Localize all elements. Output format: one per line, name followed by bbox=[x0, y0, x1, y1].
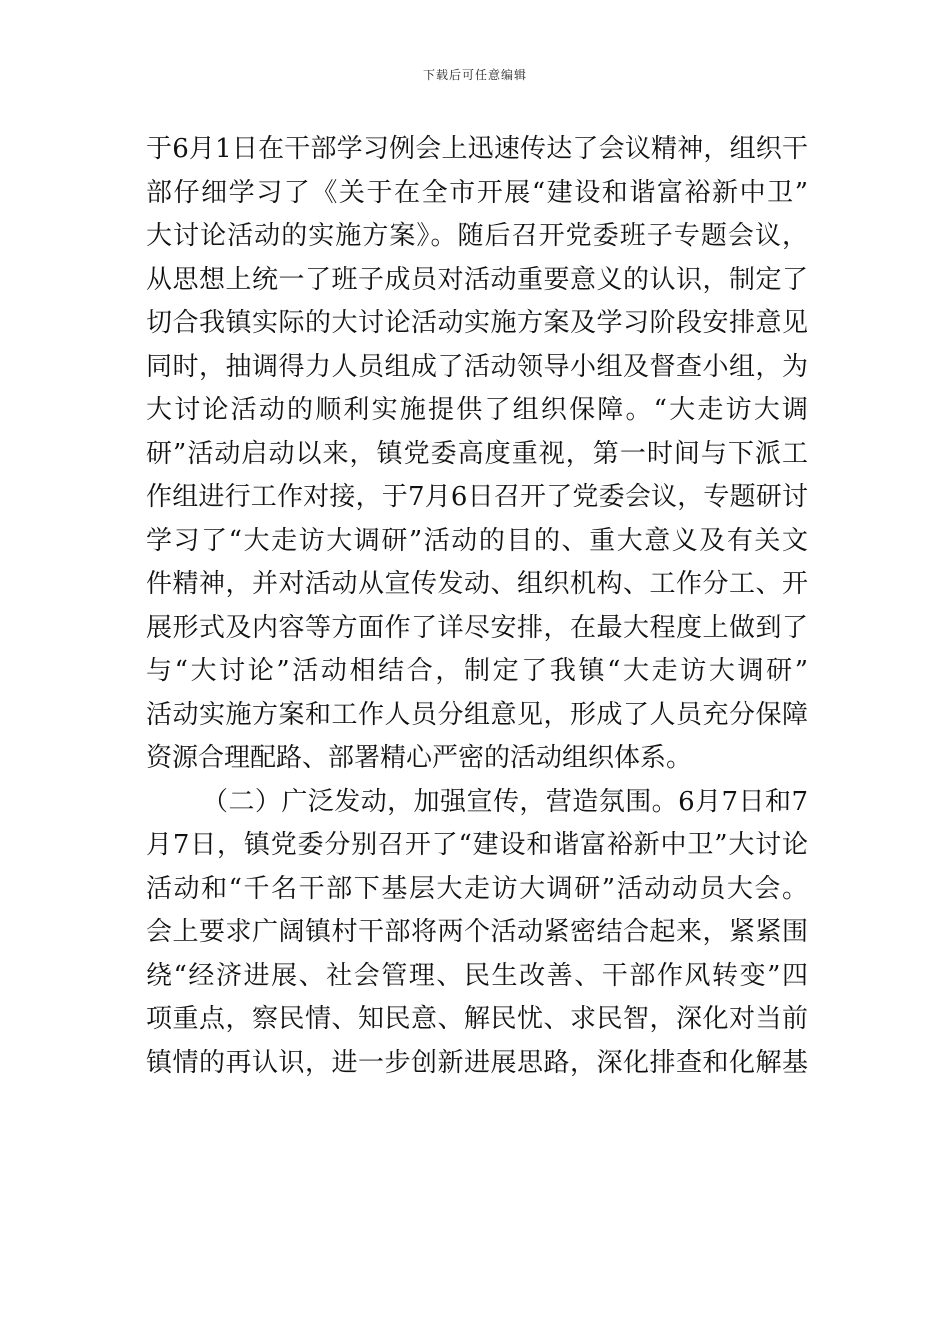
text-line: 于6月1日在干部学习例会上迅速传达了会议精神，组织干 bbox=[146, 134, 808, 164]
page-header: 下载后可任意编辑 bbox=[422, 68, 527, 82]
paragraph-end-line: 资源合理配路、部署精心严密的活动组织体系。 bbox=[146, 743, 693, 773]
text-line: 大讨论活动的顺利实施提供了组织保障。“大走访大调 bbox=[146, 395, 808, 425]
text-line: 同时，抽调得力人员组成了活动领导小组及督查小组，为 bbox=[146, 351, 808, 382]
section-heading-line: （二）广泛发动，加强宣传，营造氛围。6月7日和7 bbox=[202, 786, 808, 817]
text-line: 与“大讨论”活动相结合，制定了我镇“大走访大调研” bbox=[146, 656, 808, 686]
text-line: 作组进行工作对接，于7月6日召开了党委会议，专题研讨 bbox=[146, 482, 808, 512]
text-line: 部仔细学习了《关于在全市开展“建设和谐富裕新中卫” bbox=[146, 177, 808, 208]
text-line: 研”活动启动以来，镇党委高度重视，第一时间与下派工 bbox=[146, 438, 808, 469]
text-line: 大讨论活动的实施方案》。随后召开党委班子专题会议， bbox=[146, 221, 808, 251]
text-line: 绕“经济进展、社会管理、民生改善、干部作风转变”四 bbox=[146, 960, 808, 991]
text-line: 件精神，并对活动从宣传发动、组织机构、工作分工、开 bbox=[146, 569, 808, 599]
text-line: 项重点，察民情、知民意、解民忧、求民智，深化对当前 bbox=[146, 1004, 808, 1034]
text-line: 活动和“千名干部下基层大走访大调研”活动动员大会。 bbox=[146, 873, 808, 904]
text-line: 会上要求广阔镇村干部将两个活动紧密结合起来，紧紧围 bbox=[146, 917, 808, 947]
text-line: 活动实施方案和工作人员分组意见，形成了人员充分保障 bbox=[146, 699, 808, 730]
body-text bbox=[146, 128, 808, 1085]
text-line: 镇情的再认识，进一步创新进展思路，深化排查和化解基 bbox=[146, 1047, 808, 1078]
text-line: 学习了“大走访大调研”活动的目的、重大意义及有关文 bbox=[146, 525, 808, 556]
text-line: 展形式及内容等方面作了详尽安排，在最大程度上做到了 bbox=[146, 612, 808, 643]
text-line: 从思想上统一了班子成员对活动重要意义的认识，制定了 bbox=[146, 264, 808, 295]
text-line: 月7日，镇党委分别召开了“建设和谐富裕新中卫”大讨论 bbox=[146, 830, 808, 860]
text-line: 切合我镇实际的大讨论活动实施方案及学习阶段安排意见 bbox=[146, 308, 808, 338]
